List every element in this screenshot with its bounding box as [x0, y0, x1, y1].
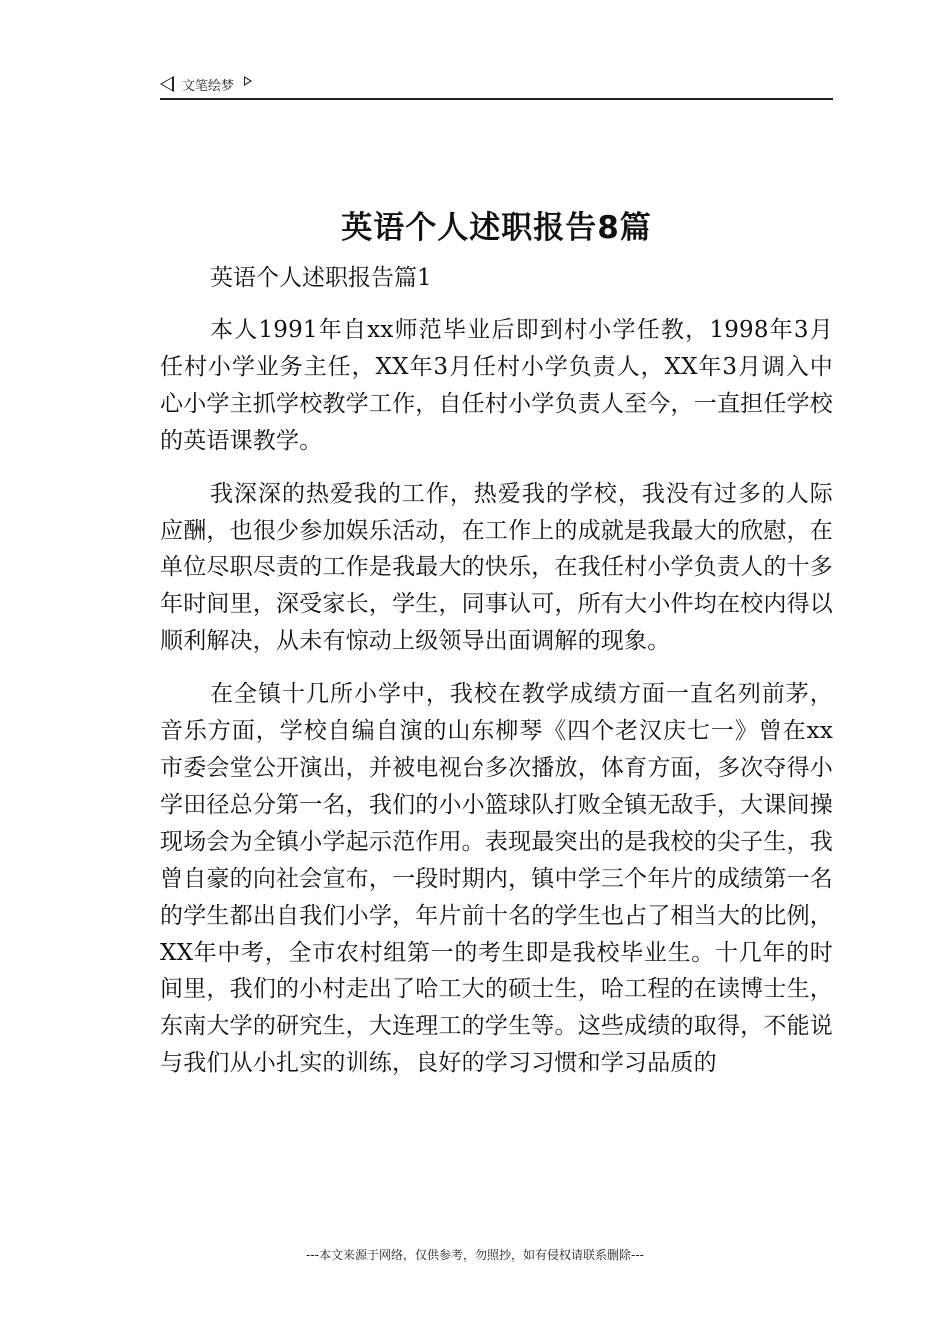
- page-footer: ---本文来源于网络，仅供参考，勿照抄，如有侵权请联系删除---: [306, 1248, 644, 1262]
- right-triangle-icon: [244, 76, 252, 86]
- document-body: [160, 312, 833, 1098]
- page-header: [160, 72, 833, 100]
- section-subtitle: 英语个人述职报告篇1: [210, 265, 432, 291]
- header-brand-row: [160, 72, 833, 96]
- paragraph-1: 本人1991年自xx师范毕业后即到村小学任教，1998年3月任村小学业务主任，XX年3月任村小学负责人，XX年3月调入中心小学主抓学校教学工作，自任村小学负责人至今，一直担任学校的英语课教学。: [160, 317, 833, 454]
- header-brand: 文笔绘梦: [182, 78, 235, 94]
- paragraph-3: 在全镇十几所小学中，我校在教学成绩方面一直名列前茅，音乐方面，学校自编自演的山东柳琴《四个老汉庆七一》曾在xx市委会堂公开演出，并被电视台多次播放，体育方面，多次夺得小学田径总分第一名，我们的小小篮球队打败全镇无敌手，大课间操现场会为全镇小学起示范作用。表现最突出的是我校的尖子生，我曾自豪的向社会宣布，一段时期内，镇中学三个年片的成绩第一名的学生都出自我们小学，年片前十名的学生也占了相当大的比例，XX年中考，全市农村组第一的考生即是我校毕业生。十几年的时间里，我们的小村走出了哈工大的硕士生，哈工程的在读博士生，东南大学的研究生，大连理工的学生等。这些成绩的取得，不能说与我们从小扎实的训练，良好的学习习惯和学习品质的: [160, 681, 833, 1077]
- paragraph-2: 我深深的热爱我的工作，热爱我的学校，我没有过多的人际应酬，也很少参加娱乐活动，在工作上的成就是我最大的欣慰，在单位尽职尽责的工作是我最大的快乐，在我任村小学负责人的十多年时间里，深受家长，学生，同事认可，所有大小件均在校内得以顺利解决，从未有惊动上级领导出面调解的现象。: [160, 480, 833, 655]
- left-triangle-icon: [160, 76, 174, 92]
- document-title: 英语个人述职报告8篇: [341, 210, 652, 246]
